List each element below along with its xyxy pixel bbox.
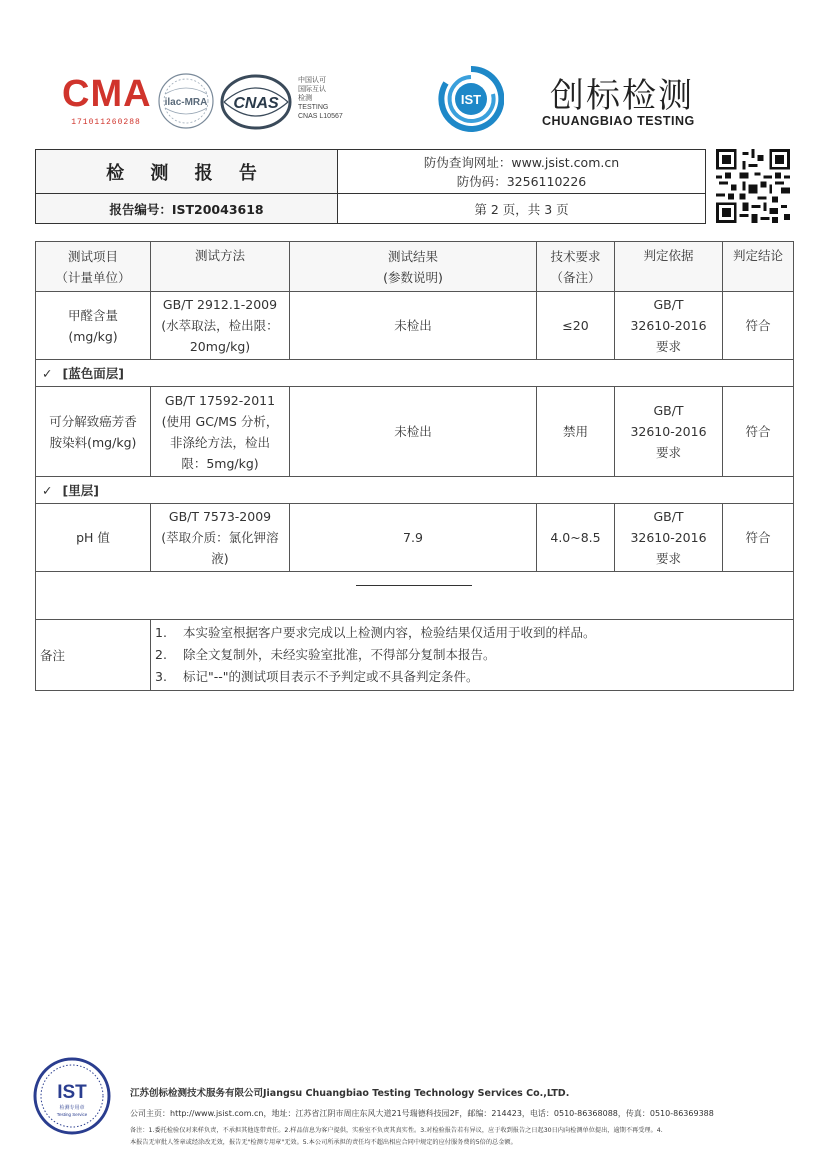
table-row xyxy=(36,504,794,572)
test-requirement: 禁用 xyxy=(537,387,615,477)
qr-code xyxy=(716,149,790,223)
section-title: [里层] xyxy=(62,482,99,498)
section-row xyxy=(36,360,794,387)
test-item xyxy=(36,292,151,360)
basis-line: GB/T xyxy=(653,509,684,524)
footer-note xyxy=(130,1125,795,1149)
test-method xyxy=(151,504,290,572)
table-row xyxy=(36,387,794,477)
method-line: (水萃取法，检出限： xyxy=(161,318,279,333)
note-item xyxy=(155,644,789,666)
test-result: 7.9 xyxy=(290,504,537,572)
notes-body xyxy=(151,620,794,691)
test-basis xyxy=(615,504,723,572)
test-basis xyxy=(615,387,723,477)
header-cell-conclusion xyxy=(723,242,794,292)
basis-line: 要求 xyxy=(655,339,681,354)
anti-fake-code: 防伪码：3256110226 xyxy=(456,173,587,189)
note-number: 1. xyxy=(155,625,167,640)
header-text: 技术要求 xyxy=(550,248,601,264)
footer xyxy=(130,1085,795,1149)
basis-line: 32610-2016 xyxy=(630,424,707,439)
test-conclusion: 符合 xyxy=(723,292,794,360)
ilac-mra-logo xyxy=(157,72,215,130)
cnas-logo xyxy=(220,74,292,130)
cnas-info xyxy=(298,76,378,121)
anti-fake-info xyxy=(338,150,705,194)
test-method xyxy=(151,292,290,360)
method-line: GB/T 2912.1-2009 xyxy=(162,297,278,312)
test-item-unit: 胺染料(mg/kg) xyxy=(49,434,137,450)
note-text: 除全文复制外，未经实验室批准，不得部分复制本报告。 xyxy=(183,647,496,662)
ist-seal-icon xyxy=(32,1056,112,1136)
ist-logo-text: IST xyxy=(460,92,482,107)
seal-sub: 检测专用章 xyxy=(59,1105,85,1111)
cnas-info-line: 检测 xyxy=(298,95,312,102)
check-icon: ✓ xyxy=(42,365,53,381)
cnas-logo-text: CNAS xyxy=(233,95,279,112)
test-requirement: 4.0~8.5 xyxy=(537,504,615,572)
section-cell xyxy=(36,360,794,387)
test-item xyxy=(36,387,151,477)
method-line: (萃取介质：氯化钾溶 xyxy=(161,530,279,545)
method-line: 20mg/kg) xyxy=(189,339,251,354)
note-item xyxy=(155,666,789,688)
cnas-info-line: TESTING xyxy=(298,104,329,111)
basis-line: 32610-2016 xyxy=(630,318,707,333)
logo-bar xyxy=(62,66,762,136)
table-header-row xyxy=(36,242,794,292)
footer-address: 公司主页：http://www.jsist.com.cn，地址：江苏省江阴市周庄东风大道21号瑞德科技园2F，邮编：214423，电话：0510-86368088，传真：0510-86369388 xyxy=(130,1109,714,1118)
header-cell-item xyxy=(36,242,151,292)
basis-line: 要求 xyxy=(655,551,681,566)
method-line: GB/T 17592-2011 xyxy=(164,392,276,408)
note-number: 3. xyxy=(155,669,167,684)
test-item: pH 值 xyxy=(36,504,151,572)
header-text: （备注） xyxy=(550,269,601,285)
seal-text: IST xyxy=(57,1082,87,1103)
footer-note-line: 备注：1.委托检验仅对来样负责，不承担其他连带责任。2.样品信息为客户提供，实验室不负责其真实性。3.对检验报告若有异议，应于收到报告之日起30日内向检测单位提出，逾期不再受理。4. xyxy=(130,1127,663,1134)
method-line: (使用 GC/MS 分析， xyxy=(161,413,279,429)
cma-logo xyxy=(62,72,150,126)
header-text: 测试方法 xyxy=(194,248,245,263)
footer-note-line: 本报告无审批人签章或经涂改无效，报告无"检测专用章"无效。5.本公司所承担的责任均不超出相应合同中规定的应付服务费的5倍的总金额。 xyxy=(130,1139,517,1146)
header-text: 判定依据 xyxy=(643,248,694,263)
table-row xyxy=(36,292,794,360)
notes-label: 备注 xyxy=(36,620,151,691)
end-of-results-row xyxy=(36,572,794,620)
report-header-table xyxy=(35,149,706,224)
cnas-info-line: 国际互认 xyxy=(298,86,326,93)
brand-name-cn: 创标检测 xyxy=(550,76,694,116)
header-text: 测试结果 xyxy=(387,248,438,264)
basis-line: 32610-2016 xyxy=(630,530,707,545)
test-result: 未检出 xyxy=(290,292,537,360)
header-text: (参数说明) xyxy=(383,269,443,285)
header-cell-result xyxy=(290,242,537,292)
header-text: 测试项目 xyxy=(67,248,118,264)
method-line: 非涤纶方法，检出 xyxy=(169,434,270,450)
basis-line: GB/T xyxy=(653,403,684,418)
page-info: 第 2 页，共 3 页 xyxy=(474,201,569,217)
section-row xyxy=(36,477,794,504)
test-item-name: 甲醛含量 xyxy=(67,307,118,323)
report-number: 报告编号：IST20043618 xyxy=(36,194,338,223)
anti-fake-url: 防伪查询网址：www.jsist.com.cn xyxy=(423,154,620,170)
test-method xyxy=(151,387,290,477)
end-of-results-cell xyxy=(36,572,794,620)
basis-line: 要求 xyxy=(655,445,681,460)
section-cell xyxy=(36,477,794,504)
cma-number: 171011260288 xyxy=(71,118,141,127)
header-cell-method xyxy=(151,242,290,292)
check-icon: ✓ xyxy=(42,482,53,498)
header-cell-basis xyxy=(615,242,723,292)
test-result: 未检出 xyxy=(290,387,537,477)
method-line: 限：5mg/kg) xyxy=(181,455,259,471)
notes-row xyxy=(36,620,794,691)
note-text: 本实验室根据客户要求完成以上检测内容，检验结果仅适用于收到的样品。 xyxy=(183,625,596,640)
note-number: 2. xyxy=(155,647,167,662)
note-text: 标记"--"的测试项目表示不予判定或不具备判定条件。 xyxy=(183,669,479,684)
test-requirement: ≤20 xyxy=(537,292,615,360)
test-item-name: 可分解致癌芳香 xyxy=(49,413,137,429)
ilac-logo-text: ilac-MRA xyxy=(164,97,208,108)
cma-logo-text: CMA xyxy=(62,73,152,115)
ist-logo xyxy=(438,66,504,132)
test-basis xyxy=(615,292,723,360)
method-line: GB/T 7573-2009 xyxy=(168,509,272,524)
cnas-info-line: CNAS L10567 xyxy=(298,113,343,120)
end-divider xyxy=(356,585,472,586)
section-title: [蓝色面层] xyxy=(62,365,124,381)
brand-name-en: CHUANGBIAO TESTING xyxy=(542,114,695,128)
method-line: 液) xyxy=(211,551,229,566)
header-text: 判定结论 xyxy=(732,248,783,263)
note-item xyxy=(155,622,789,644)
seal-sub2: Testing Service xyxy=(56,1112,88,1117)
test-item-unit: (mg/kg) xyxy=(68,328,118,344)
cnas-info-line: 中国认可 xyxy=(298,77,326,84)
results-table xyxy=(35,241,794,691)
test-conclusion: 符合 xyxy=(723,504,794,572)
basis-line: GB/T xyxy=(653,297,684,312)
header-text: （计量单位） xyxy=(55,269,131,285)
test-conclusion: 符合 xyxy=(723,387,794,477)
header-cell-requirement xyxy=(537,242,615,292)
report-title: 检 测 报 告 xyxy=(36,150,338,194)
footer-company: 江苏创标检测技术服务有限公司Jiangsu Chuangbiao Testing Technology Services Co.,LTD. xyxy=(130,1088,570,1099)
